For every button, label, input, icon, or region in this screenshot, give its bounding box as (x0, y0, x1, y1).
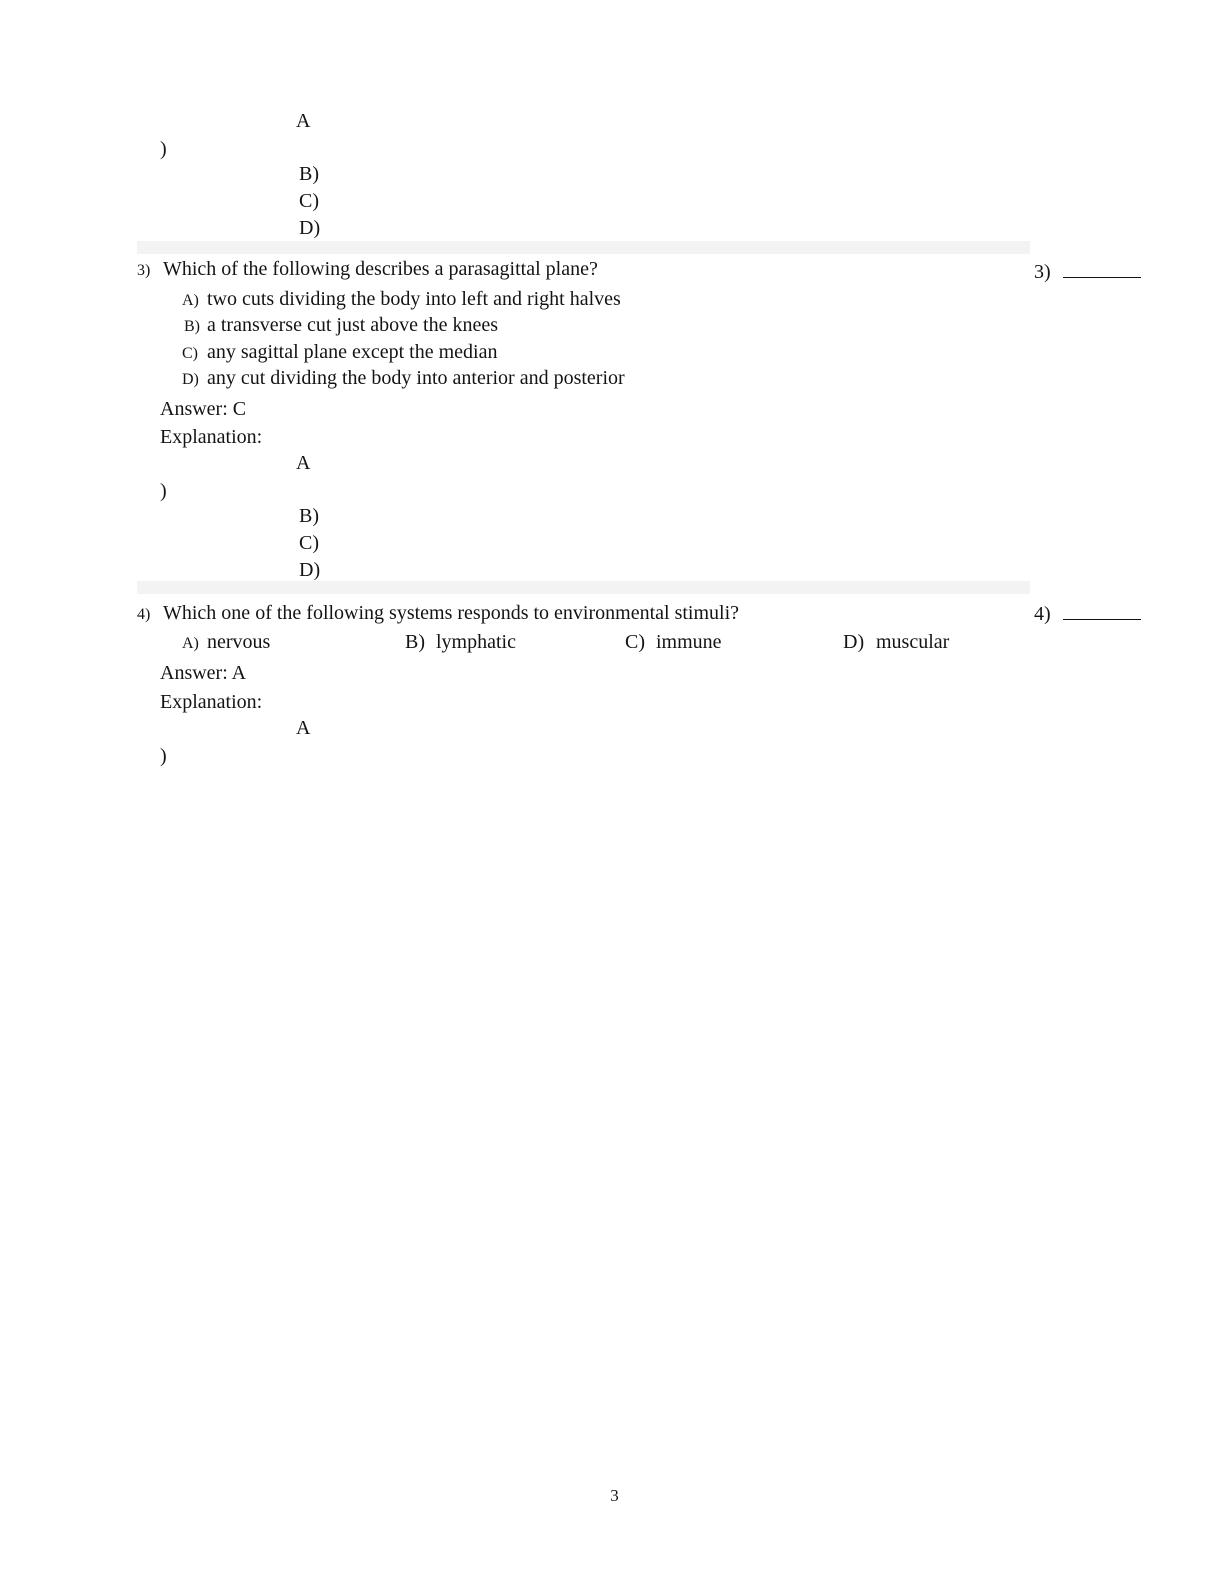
option-text: any sagittal plane except the median (207, 341, 498, 363)
option-letter: C) (182, 345, 198, 362)
page-number: 3 (610, 1486, 619, 1505)
answer-line: Answer: A (160, 662, 247, 684)
option-letter: D) (843, 631, 865, 653)
answer-blank-label: 3) (1034, 261, 1051, 283)
fragment-letter-d: D) (299, 217, 321, 239)
fragment-letter-b: B) (299, 163, 319, 185)
explanation-label: Explanation: (160, 691, 263, 713)
explanation-label: Explanation: (160, 426, 263, 448)
answer-blank (1034, 258, 1141, 283)
option-letter: B) (405, 631, 425, 653)
fragment-letter-a: A (296, 110, 311, 132)
fragment-letter-a: A (296, 452, 311, 474)
option-text: two cuts dividing the body into left and right halves (207, 288, 621, 310)
option-letter: A) (182, 292, 199, 309)
option-text: nervous (207, 631, 271, 653)
option-letter: D) (182, 371, 199, 388)
question-text: Which one of the following systems responds to environmental stimuli? (163, 602, 740, 624)
answer-line: Answer: C (160, 398, 247, 420)
answer-blank (1034, 600, 1141, 625)
option-letter: B) (184, 318, 200, 335)
fragment-letter-d: D) (299, 559, 321, 581)
answer-blank-line (1063, 600, 1141, 620)
option-text: a transverse cut just above the knees (207, 314, 499, 336)
option-letter: A) (182, 635, 199, 652)
answer-blank-label: 4) (1034, 603, 1051, 625)
question-text: Which of the following describes a parasagittal plane? (163, 258, 598, 280)
fragment-letter-c: C) (299, 532, 319, 554)
fragment-letter-c: C) (299, 190, 319, 212)
question-number: 4) (137, 606, 151, 623)
option-text: immune (656, 631, 722, 653)
fragment-paren: ) (160, 480, 167, 502)
option-text: lymphatic (436, 631, 516, 653)
fragment-letter-a: A (296, 717, 311, 739)
option-text: any cut dividing the body into anterior and posterior (207, 367, 625, 389)
question-number: 3) (137, 262, 151, 279)
fragment-paren: ) (160, 138, 167, 160)
fragment-letter-b: B) (299, 505, 319, 527)
option-text: muscular (876, 631, 950, 653)
fragment-paren: ) (160, 745, 167, 767)
highlight-band (137, 241, 1030, 254)
option-letter: C) (625, 631, 645, 653)
answer-blank-line (1063, 258, 1141, 278)
highlight-band (137, 581, 1030, 594)
